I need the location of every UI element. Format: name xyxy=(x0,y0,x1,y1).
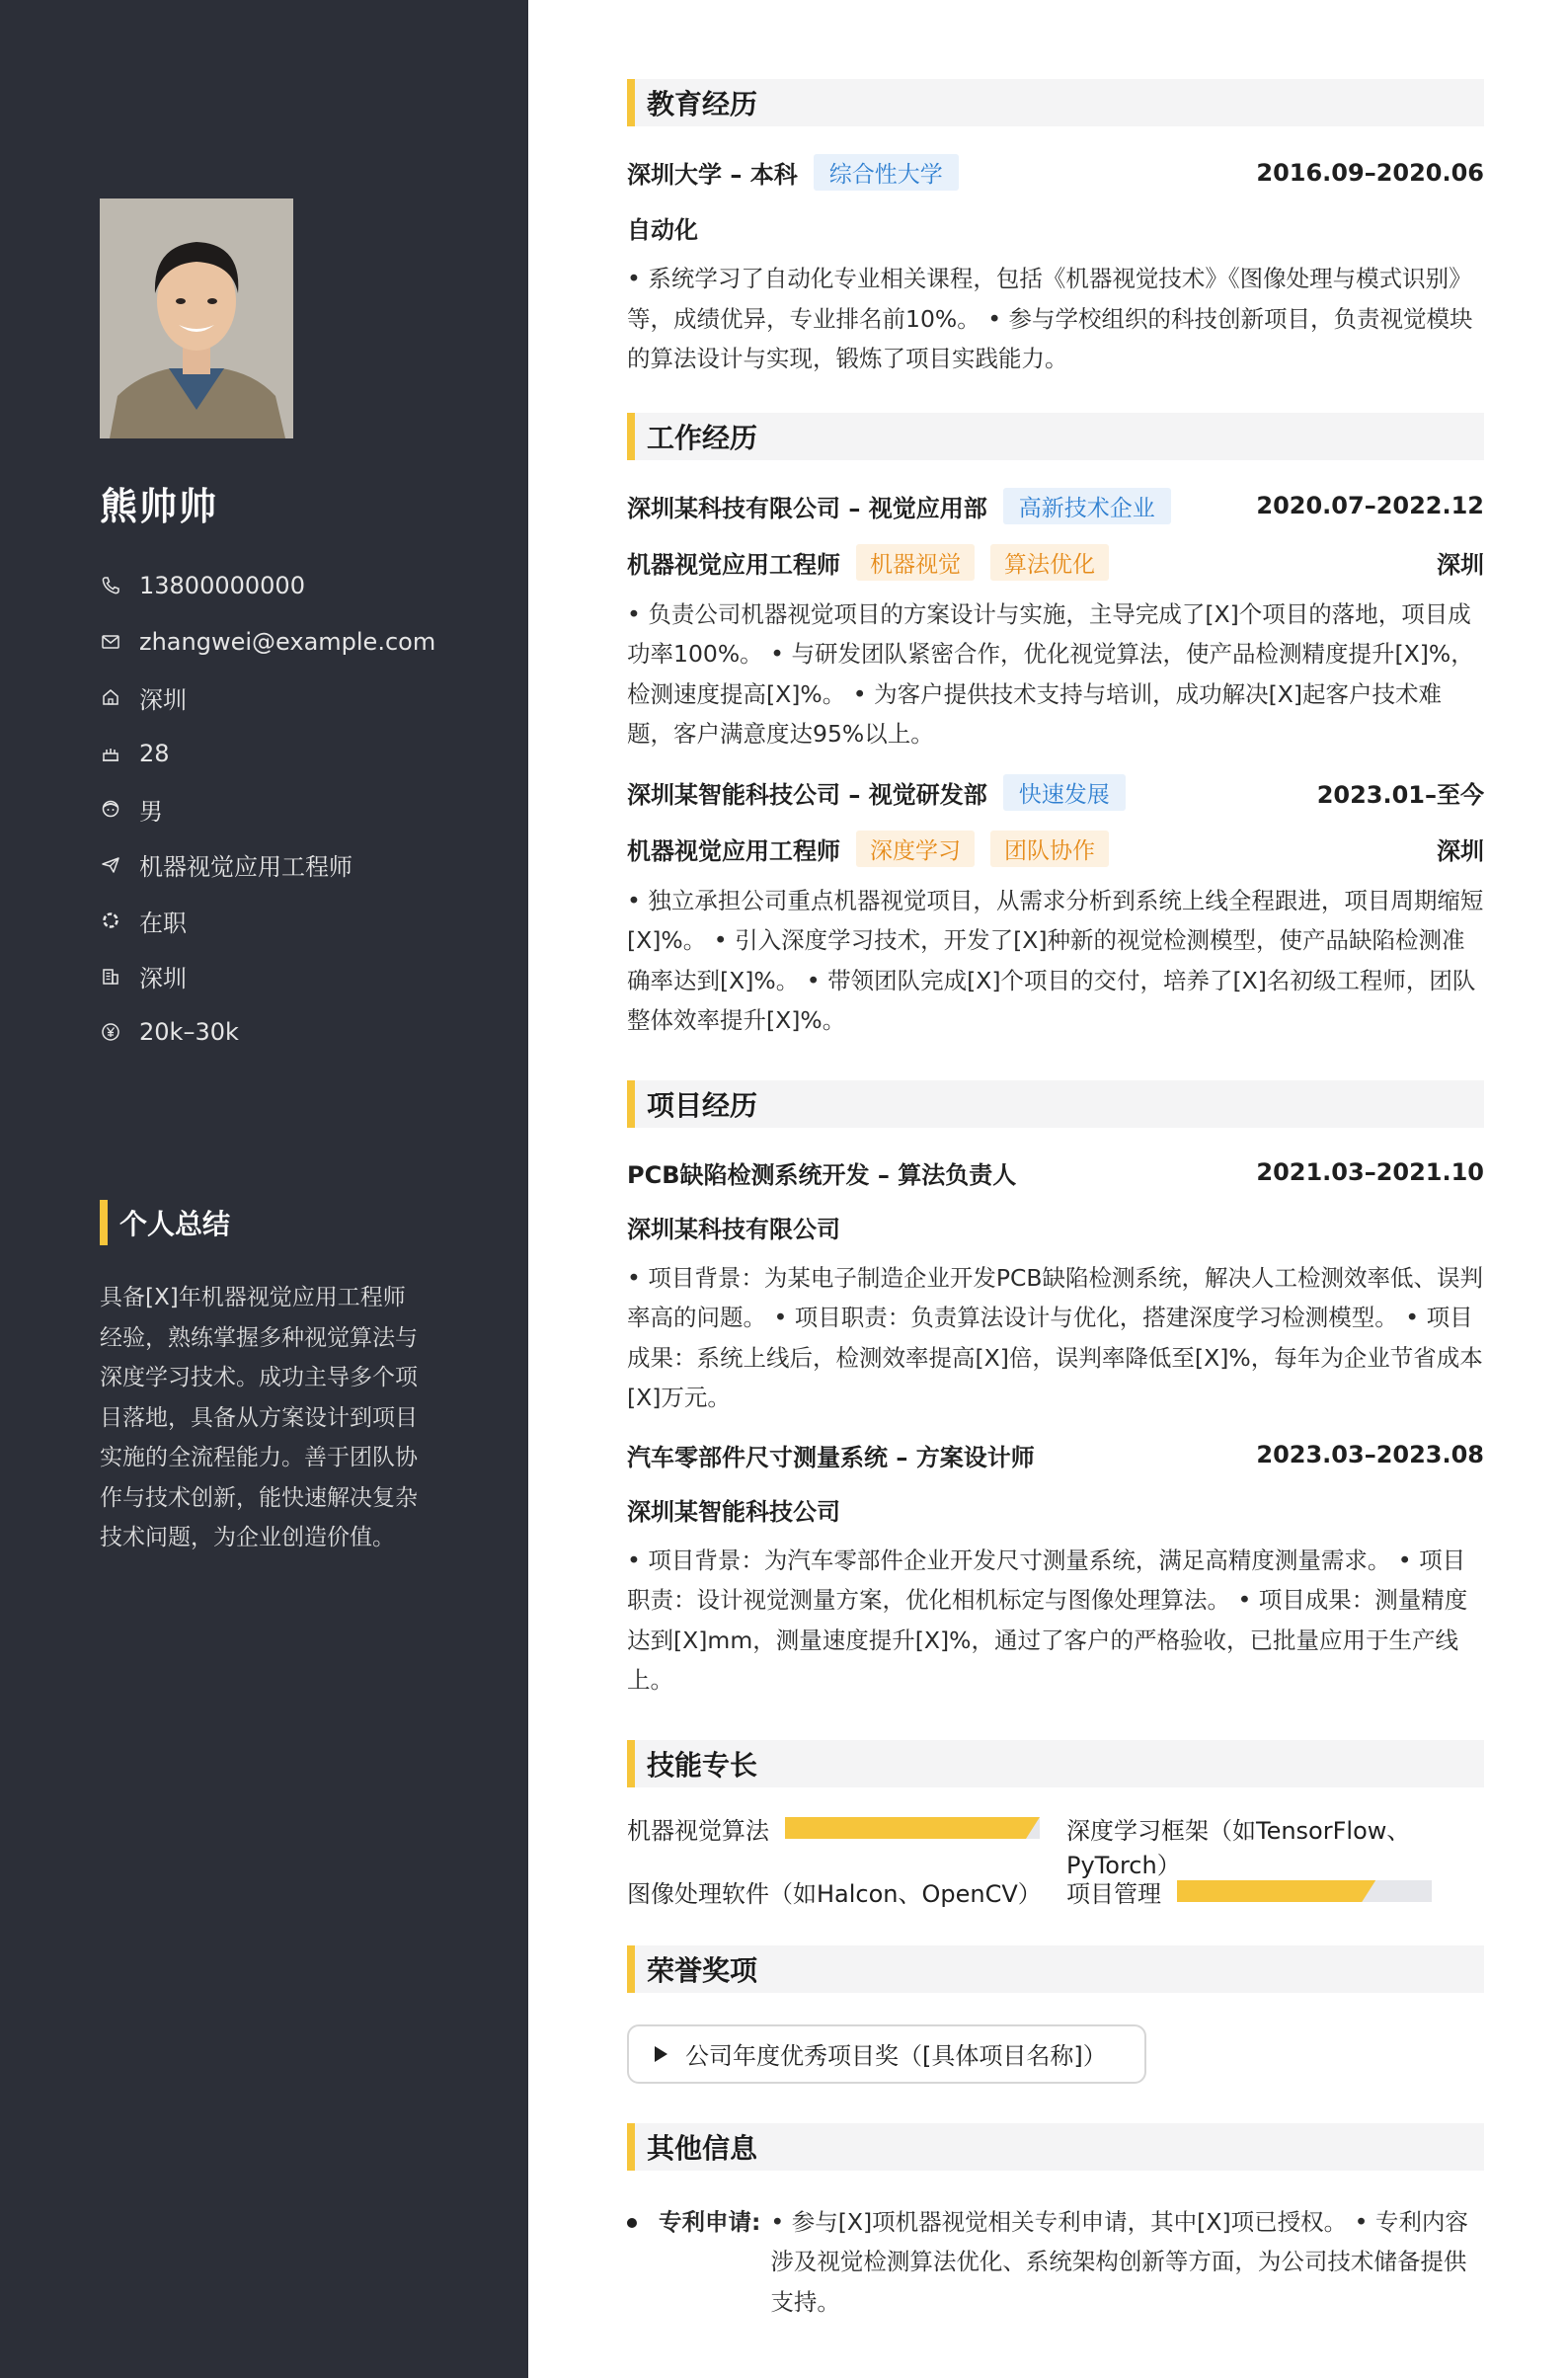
work-company-tag: 快速发展 xyxy=(1003,774,1126,811)
work-company-line xyxy=(627,488,1171,524)
work-item xyxy=(627,774,1484,1041)
heading-accent-bar xyxy=(627,1080,635,1128)
work-role-line xyxy=(627,831,1484,867)
work-role-line xyxy=(627,544,1484,581)
skill-level-bar xyxy=(785,1817,1040,1839)
skill-item xyxy=(627,1811,1040,1846)
expand-triangle-icon xyxy=(655,2046,667,2062)
profile-photo xyxy=(100,198,293,438)
other-label: 专利申请: xyxy=(659,2207,761,2236)
work-skill-tag: 算法优化 xyxy=(990,544,1109,581)
work-company-tag: 高新技术企业 xyxy=(1003,488,1171,524)
skill-level-bar xyxy=(1177,1880,1432,1902)
age-text: 28 xyxy=(139,739,170,767)
work-desc: • 独立承担公司重点机器视觉项目，从需求分析到系统上线全程跟进，项目周期缩短[X]%。 • 引入深度学习技术，开发了[X]种新的视觉检测模型，使产品缺陷检测准确率达到[X]%。 • 带领团队完成[X]个项目的交付，培养了[X]名初级工程师，团队整体效率提升[X]%。 xyxy=(627,886,1484,1034)
project-item xyxy=(627,1155,1484,1418)
work-header xyxy=(627,488,1484,524)
section-heading-education xyxy=(627,79,1484,126)
work-role: 机器视觉应用工程师 xyxy=(627,836,840,865)
gender-text: 男 xyxy=(139,797,163,826)
education-date: 2016.09–2020.06 xyxy=(1256,158,1484,187)
mail-icon xyxy=(100,631,121,653)
work-city: 深圳 xyxy=(1437,836,1484,865)
education-section xyxy=(627,79,1484,379)
awards-section xyxy=(627,1945,1484,2084)
project-company: 深圳某科技有限公司 xyxy=(627,1215,840,1243)
project-company: 深圳某智能科技公司 xyxy=(627,1497,840,1526)
phone-text: 13800000000 xyxy=(139,572,305,600)
summary-text: 具备[X]年机器视觉应用工程师经验，熟练掌握多种视觉算法与深度学习技术。成功主导多个项目落地，具备从方案设计到项目实施的全流程能力。善于团队协作与技术创新，能快速解决复杂技术问题，为企业创造价值。 xyxy=(100,1285,418,1550)
summary-title: 个人总结 xyxy=(119,1208,231,1240)
phone-icon xyxy=(100,575,121,596)
profile-name: 熊帅帅 xyxy=(100,485,219,528)
award-text: 公司年度优秀项目奖（[具体项目名称]） xyxy=(685,2042,1107,2070)
info-location xyxy=(100,670,435,726)
skill-level-fill xyxy=(785,1817,1040,1839)
work-skill-tag: 机器视觉 xyxy=(856,544,975,581)
bullet-dot xyxy=(627,2218,637,2228)
section-heading-other xyxy=(627,2123,1484,2171)
yen-icon xyxy=(100,1021,121,1043)
education-desc: • 系统学习了自动化专业相关课程，包括《机器视觉技术》《图像处理与模式识别》等，成绩优异，专业排名前10%。 • 参与学校组织的科技创新项目，负责视觉模块的算法设计与实现，锻炼了项目实践能力。 xyxy=(627,265,1473,372)
school-tag: 综合性大学 xyxy=(814,154,959,191)
gender-icon xyxy=(100,798,121,820)
award-item[interactable] xyxy=(627,2024,1146,2084)
work-company: 深圳某科技有限公司 – 视觉应用部 xyxy=(627,494,987,522)
info-gender xyxy=(100,781,435,837)
skill-name: 图像处理软件（如Halcon、OpenCV） xyxy=(627,1879,1042,1908)
section-heading-skills xyxy=(627,1740,1484,1787)
work-header xyxy=(627,774,1484,811)
school-name: 深圳大学 – 本科 xyxy=(627,161,798,189)
project-desc: • 项目背景：为某电子制造企业开发PCB缺陷检测系统，解决人工检测效率低、误判率高的问题。 • 项目职责：负责算法设计与优化，搭建深度学习检测模型。 • 项目成果：系统上线后，检测效率提高[X]倍，误判率降低至[X]%，每年为企业节省成本[X]万元。 xyxy=(627,1263,1484,1411)
education-title: 教育经历 xyxy=(647,88,758,120)
sidebar xyxy=(0,0,528,2378)
project-header xyxy=(627,1155,1484,1190)
skill-item xyxy=(1066,1874,1432,1909)
work-role: 机器视觉应用工程师 xyxy=(627,550,840,579)
section-heading-awards xyxy=(627,1945,1484,1993)
email-text: zhangwei@example.com xyxy=(139,627,436,656)
other-item xyxy=(627,2202,1484,2323)
work-city: 深圳 xyxy=(1437,550,1484,579)
section-heading-work xyxy=(627,413,1484,460)
skill-name: 深度学习框架（如TensorFlow、PyTorch） xyxy=(1066,1816,1411,1879)
cake-icon xyxy=(100,743,121,764)
info-salary xyxy=(100,1004,435,1061)
heading-accent-bar xyxy=(627,2123,635,2171)
other-text: • 参与[X]项机器视觉相关专利申请，其中[X]项已授权。 • 专利内容涉及视觉检测算法优化、系统架构创新等方面，为公司技术储备提供支持。 xyxy=(770,2207,1468,2316)
projects-title: 项目经历 xyxy=(647,1088,758,1122)
summary-heading xyxy=(100,1200,230,1245)
work-section xyxy=(627,413,1484,1041)
section-heading-projects xyxy=(627,1080,1484,1128)
education-school-line xyxy=(627,154,959,191)
awards-list xyxy=(627,2024,1484,2084)
skill-item xyxy=(627,1874,1042,1909)
job-target-text: 机器视觉应用工程师 xyxy=(139,853,353,882)
location-text: 深圳 xyxy=(139,685,187,714)
skills-section xyxy=(627,1740,1484,1940)
skill-item xyxy=(1066,1811,1484,1880)
status-text: 在职 xyxy=(139,909,187,937)
target-city-text: 深圳 xyxy=(139,965,187,993)
project-date: 2021.03–2021.10 xyxy=(1256,1158,1484,1186)
info-email xyxy=(100,614,435,671)
heading-accent-bar xyxy=(627,413,635,460)
skill-name: 项目管理 xyxy=(1066,1879,1161,1908)
skills-grid xyxy=(627,1811,1484,1940)
work-role-group xyxy=(627,831,1109,867)
project-name: PCB缺陷检测系统开发 – 算法负责人 xyxy=(627,1160,1017,1189)
heading-accent-bar xyxy=(627,1740,635,1787)
heading-accent-bar xyxy=(627,1945,635,1993)
project-header xyxy=(627,1438,1484,1472)
work-role-group xyxy=(627,544,1109,581)
building-icon xyxy=(100,966,121,988)
projects-section xyxy=(627,1080,1484,1701)
project-date: 2023.03–2023.08 xyxy=(1256,1441,1484,1468)
other-section xyxy=(627,2123,1484,2323)
project-desc: • 项目背景：为汽车零部件企业开发尺寸测量系统，满足高精度测量需求。 • 项目职责：设计视觉测量方案，优化相机标定与图像处理算法。 • 项目成果：测量精度达到[X]mm，测量速度提升[X]%，通过了客户的严格验收，已批量应用于生产线上。 xyxy=(627,1546,1468,1694)
education-header xyxy=(627,154,1484,191)
project-item xyxy=(627,1438,1484,1701)
work-desc: • 负责公司机器视觉项目的方案设计与实施，主导完成了[X]个项目的落地，项目成功率100%。 • 与研发团队紧密合作，优化视觉算法，使产品检测精度提升[X]%，检测速度提高[X]%。 • 为客户提供技术支持与培训，成功解决[X]起客户技术难题，客户满意度达95%以上。 xyxy=(627,599,1474,748)
send-icon xyxy=(100,854,121,876)
other-title: 其他信息 xyxy=(647,2131,758,2165)
skill-level-fill xyxy=(1177,1880,1375,1902)
skill-name: 机器视觉算法 xyxy=(627,1816,769,1845)
skills-title: 技能专长 xyxy=(647,1748,758,1782)
work-company: 深圳某智能科技公司 – 视觉研发部 xyxy=(627,780,987,809)
info-phone xyxy=(100,558,435,614)
info-age xyxy=(100,726,435,782)
work-date: 2023.01–至今 xyxy=(1316,780,1484,809)
work-company-line xyxy=(627,774,1126,811)
awards-title: 荣誉奖项 xyxy=(647,1953,758,1987)
info-job-target xyxy=(100,837,435,894)
work-date: 2020.07–2022.12 xyxy=(1256,492,1484,519)
info-status xyxy=(100,893,435,949)
info-target-city xyxy=(100,949,435,1005)
home-icon xyxy=(100,686,121,708)
work-title: 工作经历 xyxy=(647,421,758,454)
salary-text: 20k–30k xyxy=(139,1018,239,1047)
project-name: 汽车零部件尺寸测量系统 – 方案设计师 xyxy=(627,1443,1035,1471)
work-item xyxy=(627,488,1484,754)
heading-accent-bar xyxy=(627,79,635,126)
main-content xyxy=(627,79,1484,2322)
education-major: 自动化 xyxy=(627,216,698,244)
status-icon xyxy=(100,910,121,931)
work-skill-tag: 深度学习 xyxy=(856,831,975,867)
work-skill-tag: 团队协作 xyxy=(990,831,1109,867)
contact-info xyxy=(100,558,435,1061)
heading-accent-bar xyxy=(100,1200,108,1245)
